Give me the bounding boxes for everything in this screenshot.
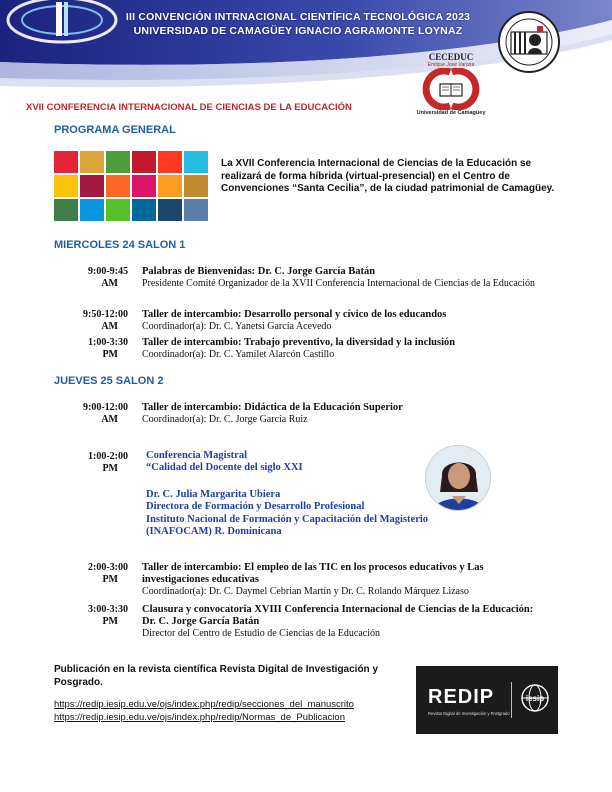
time-range: 2:00-3:00 — [88, 562, 128, 573]
sdg-tile — [158, 199, 182, 221]
schedule-lead: Taller de intercambio: Didáctica de la Educación Superior — [142, 402, 403, 413]
schedule-content — [142, 604, 544, 640]
time-range: 9:00-12:00 — [83, 402, 128, 413]
keynote-label: Conferencia Magistral — [146, 450, 247, 461]
iesip-brand: iesip — [525, 694, 545, 703]
keynote-role: Directora de Formación y Desarrollo Profesional — [146, 501, 365, 513]
university-seal — [497, 10, 561, 74]
schedule-detail: Coordinador(a): Dr. C. Jorge García Ruiz — [142, 414, 308, 425]
schedule-content — [142, 266, 544, 290]
ceceduc-footer: Universidad de Camagüey — [416, 110, 486, 116]
schedule-time — [54, 309, 128, 333]
program-title: PROGRAMA GENERAL — [54, 124, 176, 136]
schedule-lead: Taller de intercambio: Trabajo preventivo, la diversidad y la inclusión — [142, 337, 456, 348]
sdg-tile — [54, 199, 78, 221]
sdg-tile — [132, 199, 156, 221]
time-range: 1:00-3:30 — [88, 337, 128, 348]
schedule-detail: Director del Centro de Estudio de Ciencias de la Educación — [142, 628, 380, 639]
sdg-tile — [184, 199, 208, 221]
link-secciones-manuscrito[interactable]: https://redip.iesip.edu.ve/ojs/index.php/redip/secciones_del_manuscrito — [54, 699, 354, 710]
schedule-content — [142, 337, 544, 361]
sdg-tile — [80, 151, 104, 173]
time-period: AM — [101, 321, 118, 332]
link-normas-publicacion[interactable]: https://redip.iesip.edu.ve/ojs/index.php/redip/Normas_de_Publicacion — [54, 712, 345, 723]
time-period: AM — [101, 278, 118, 289]
schedule-time — [54, 402, 128, 426]
time-range: 9:50-12:00 — [83, 309, 128, 320]
iesip-globe-icon — [518, 682, 552, 718]
sdg-tile — [184, 175, 208, 197]
time-period: PM — [102, 463, 118, 474]
sdg-tile — [54, 151, 78, 173]
conference-title: XVII CONFERENCIA INTERNACIONAL DE CIENCIAS DE LA EDUCACIÓN — [26, 102, 352, 113]
redip-subtitle: Revista Digital de Investigación y Postgrado — [428, 711, 510, 716]
schedule-detail: Coordinador(a): Dr. C. Daymel Cebrian Martín y Dr. C. Rolando Márquez Lizaso — [142, 586, 469, 597]
time-period: AM — [101, 414, 118, 425]
schedule-time — [54, 266, 128, 290]
sdg-tile — [132, 175, 156, 197]
sdg-tile — [106, 151, 130, 173]
ceceduc-subtitle: Enrique José Varona — [427, 62, 475, 68]
sdg-tile — [106, 175, 130, 197]
schedule-lead: Clausura y convocatoria XVIII Conferencia Internacional de Ciencias de la Educación: Dr. C. Jorge García Batán — [142, 604, 534, 627]
schedule-detail: Coordinador(a): Dr. C. Yamilet Alarcón Castillo — [142, 349, 335, 360]
schedule-time — [54, 451, 128, 475]
schedule-time — [54, 562, 128, 586]
sdg-tile — [80, 175, 104, 197]
ceceduc-emblem — [420, 68, 482, 110]
schedule-content — [142, 562, 544, 598]
keynote-title: “Calidad del Docente del siglo XXI — [146, 462, 303, 474]
time-period: PM — [102, 574, 118, 585]
schedule-time — [54, 337, 128, 361]
ceceduc-name: CECEDUC — [428, 52, 474, 62]
schedule-detail: Presidente Comité Organizador de la XVII Conferencia Internacional de Ciencias de la Educación — [142, 278, 535, 289]
sdg-tile — [54, 175, 78, 197]
time-period: PM — [102, 349, 118, 360]
sdg-goals-image — [54, 151, 209, 221]
day1-title: MIERCOLES 24 SALON 1 — [54, 239, 186, 251]
redip-separator — [511, 682, 512, 718]
schedule-content — [142, 402, 544, 426]
keynote-country: (INAFOCAM) R. Dominicana — [146, 526, 282, 538]
time-range: 9:00-9:45 — [88, 266, 128, 277]
time-range: 1:00-2:00 — [88, 451, 128, 462]
schedule-lead: Palabras de Bienvenidas: Dr. C. Jorge García Batán — [142, 266, 376, 277]
speaker-portrait — [426, 446, 491, 511]
ceceduc-logo — [412, 52, 490, 126]
speaker-photo — [425, 445, 491, 511]
schedule-lead: Taller de intercambio: Desarrollo personal y cívico de los educandos — [142, 309, 447, 320]
schedule-detail: Coordinador(a): Dr. C. Yanetsi García Acevedo — [142, 321, 332, 332]
sdg-tile — [158, 151, 182, 173]
keynote-institution: Instituto Nacional de Formación y Capacitación del Magisterio — [146, 513, 429, 525]
sdg-tile — [106, 199, 130, 221]
convention-title: III CONVENCIÓN INTRNACIONAL CIENTÍFICA TECNOLÓGICA 2023 — [125, 11, 471, 23]
keynote-speaker: Dr. C. Julia Margarita Ubiera — [146, 488, 281, 500]
time-range: 3:00-3:30 — [88, 604, 128, 615]
publication-note: Publicación en la revista científica Revista Digital de Investigación y Posgrado. — [54, 664, 379, 688]
university-name: UNIVERSIDAD DE CAMAGÜEY IGNACIO AGRAMONTE LOYNAZ — [133, 25, 463, 37]
sdg-tile — [80, 199, 104, 221]
sdg-tile — [158, 175, 182, 197]
schedule-lead: Taller de intercambio: El empleo de las TIC en los procesos educativos y Las investigaciones educativas — [142, 562, 484, 585]
intro-paragraph: La XVII Conferencia Internacional de Ciencias de la Educación se realizará de forma híbrida (virtual-presencial) en el Centro de Convenciones “Santa Cecilia”, de la ciudad patrimonial de Camagüey. — [221, 158, 555, 194]
redip-logo — [416, 666, 558, 734]
redip-name: REDIP — [428, 686, 495, 708]
sdg-tile — [184, 151, 208, 173]
sdg-tile — [132, 151, 156, 173]
time-period: PM — [102, 616, 118, 627]
schedule-content — [142, 309, 544, 333]
schedule-time — [54, 604, 128, 628]
day2-title: JUEVES 25 SALON 2 — [54, 375, 164, 387]
